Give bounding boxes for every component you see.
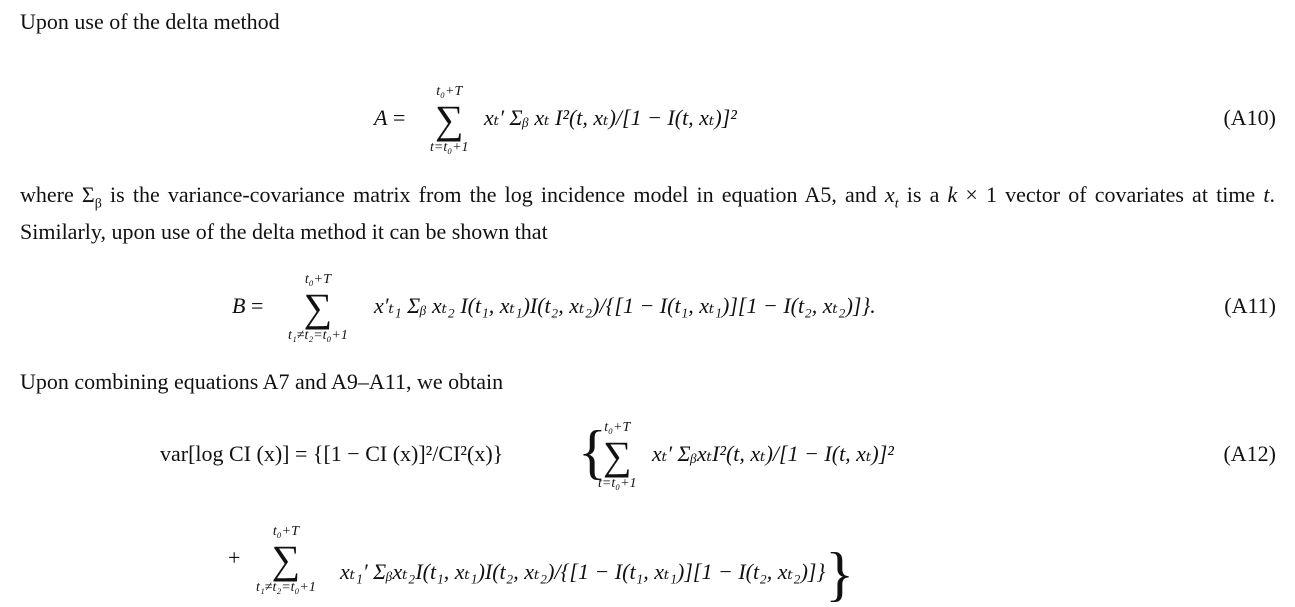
- paragraph-intro: [20, 8, 1275, 36]
- equation-a12-sum-2-lower: t₁≠t₂=t₀+1: [256, 580, 316, 595]
- equation-a12-plus: [228, 544, 240, 572]
- equation-a10-sum-lower: t=t₀+1: [430, 140, 469, 155]
- equation-a11-lhs: B: [232, 293, 246, 318]
- var-x: x: [884, 182, 895, 207]
- equation-a10-lhs: A: [374, 105, 388, 130]
- equation-a11-number: (A11): [1224, 293, 1276, 318]
- equation-a12-sum-1-symbol: ∑: [603, 433, 632, 478]
- equation-a11-equals: =: [245, 293, 264, 318]
- equation-a12-body-1-text: xₜ′ ΣᵦxₜI²(t, xₜ)/[1 − I(t, xₜ)]²: [652, 441, 894, 466]
- paragraph-where-text-4: × 1 vector of covariates at time: [957, 182, 1264, 207]
- paragraph-where-text-1: where Σ: [20, 182, 95, 207]
- paragraph-where: [20, 181, 1275, 246]
- equation-a11-sum: [288, 272, 348, 344]
- paragraph-where-text-2: is the variance-covariance matrix from the log incidence model in equation A5, and: [101, 182, 885, 207]
- equation-a12-sum-2: [256, 524, 316, 596]
- equation-a12-sum-1-upper: t₀+T: [604, 420, 631, 435]
- equation-a11-lhs-group: [232, 292, 263, 320]
- equation-a12-lhs: [160, 440, 503, 468]
- paragraph-combining-text: Upon combining equations A7 and A9–A11, we obtain: [20, 369, 504, 394]
- equation-a10-sum: [430, 84, 469, 156]
- equation-a12-sum-1-lower: t=t₀+1: [598, 476, 637, 491]
- equation-a11-sum-lower: t₁≠t₂=t₀+1: [288, 328, 348, 343]
- equation-a10-equals: =: [387, 105, 406, 130]
- equation-a10-body-text: xₜ′ Σᵦ xₜ I²(t, xₜ)/[1 − I(t, xₜ)]²: [484, 105, 737, 130]
- equation-a12-body-2-text: xₜ₁′ Σᵦxₜ₂I(t₁, xₜ₁)I(t₂, xₜ₂)/{[1 − I(t₁, xₜ₁)][1 − I(t₂, xₜ₂)]}: [340, 559, 826, 585]
- equation-a12-sum-2-symbol: ∑: [271, 537, 301, 582]
- equation-a11-sum-upper: t₀+T: [304, 272, 331, 287]
- equation-a12-open-brace: {: [578, 419, 607, 485]
- paragraph-where-text-3: is a: [898, 182, 948, 207]
- equation-a12-line1: [0, 420, 1295, 492]
- equation-a11: [0, 272, 1295, 344]
- var-k: k: [947, 182, 958, 207]
- equation-a12-plus-sign: +: [228, 545, 241, 570]
- equation-a11-body-text: x′ₜ₁ Σᵦ xₜ₂ I(t₁, xₜ₁)I(t₂, xₜ₂)/{[1 − I(t₁, xₜ₁)][1 − I(t₂, xₜ₂)]}.: [374, 293, 876, 318]
- equation-a12-body-2: [340, 541, 855, 607]
- equation-a12-number: (A12): [1223, 441, 1276, 466]
- sigma-beta-subscript: β: [94, 196, 102, 212]
- equation-a10-number: (A10): [1223, 105, 1276, 130]
- var-x-subscript: t: [894, 196, 899, 212]
- equation-a10-math: [374, 104, 405, 132]
- equation-a10: [0, 84, 1295, 156]
- equation-a12-body-1: [652, 440, 894, 468]
- equation-a12-sum-2-upper: t₀+T: [272, 524, 299, 539]
- equation-a10-sum-symbol: ∑: [435, 97, 464, 142]
- equation-a12-lhs-text: var[log CI (x)] = {[1 − CI (x)]²/CI²(x)}: [160, 441, 504, 466]
- equation-a11-sum-symbol: ∑: [303, 285, 333, 330]
- paragraph-combining: [20, 368, 1275, 396]
- equation-a11-body: [374, 292, 876, 320]
- equation-a12-close-brace: }: [825, 541, 855, 607]
- equation-a10-sum-upper: t₀+T: [436, 84, 463, 99]
- equation-a10-body: [484, 104, 737, 132]
- paragraph-intro-text: Upon use of the delta method: [20, 9, 280, 34]
- var-t: t: [1263, 182, 1270, 207]
- equation-a12-sum-1: [598, 420, 637, 492]
- paragraph-where-text-5: . Similarly, upon use of the delta method it can be shown that: [20, 182, 1275, 245]
- equation-a12-line2: [0, 524, 1295, 607]
